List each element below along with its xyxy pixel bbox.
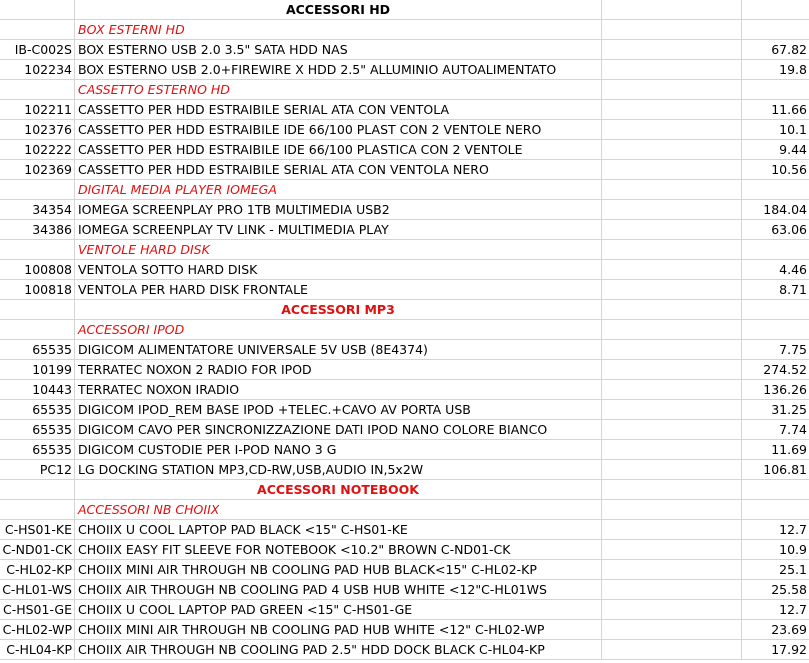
empty-cell[interactable] <box>602 600 742 620</box>
product-code-cell[interactable]: 102369 <box>0 160 75 180</box>
product-row <box>0 460 809 480</box>
code-cell[interactable] <box>0 480 75 500</box>
product-price-cell[interactable]: 4.46 <box>779 262 807 277</box>
empty-cell[interactable] <box>602 80 742 100</box>
empty-cell[interactable] <box>602 220 742 240</box>
product-code-cell[interactable]: 65535 <box>0 440 75 460</box>
subcategory-row <box>0 180 809 200</box>
empty-cell[interactable] <box>602 580 742 600</box>
empty-cell[interactable] <box>602 560 742 580</box>
product-description-cell[interactable]: TERRATEC NOXON IRADIO <box>75 380 602 400</box>
code-cell[interactable] <box>0 300 75 320</box>
empty-cell[interactable] <box>602 20 742 40</box>
empty-cell[interactable] <box>602 180 742 200</box>
product-description-cell[interactable]: CASSETTO PER HDD ESTRAIBILE IDE 66/100 PLASTICA CON 2 VENTOLE <box>75 140 602 160</box>
code-cell[interactable] <box>0 80 75 100</box>
code-cell[interactable] <box>0 0 75 20</box>
product-code-cell[interactable]: C-HS01-KE <box>0 520 75 540</box>
product-code-cell[interactable]: IB-C002S <box>0 40 75 60</box>
product-code-cell[interactable]: 102211 <box>0 100 75 120</box>
empty-cell[interactable] <box>602 300 742 320</box>
product-description-cell[interactable]: CHOIIX EASY FIT SLEEVE FOR NOTEBOOK <10.2" BROWN C-ND01-CK <box>75 540 602 560</box>
price-cell[interactable] <box>742 80 809 100</box>
empty-cell[interactable] <box>602 260 742 280</box>
product-price-cell[interactable]: 10.1 <box>779 122 807 137</box>
product-price-cell[interactable]: 11.69 <box>771 442 807 457</box>
product-code-cell[interactable]: 102222 <box>0 140 75 160</box>
product-row <box>0 340 809 360</box>
product-price-cell[interactable]: 12.7 <box>779 602 807 617</box>
price-cell[interactable] <box>742 20 809 40</box>
product-row <box>0 200 809 220</box>
product-code-cell[interactable]: C-HL02-WP <box>0 620 75 640</box>
product-row <box>0 60 809 80</box>
empty-cell[interactable] <box>602 500 742 520</box>
product-price-cell[interactable]: 19.8 <box>779 62 807 77</box>
price-cell[interactable] <box>742 480 809 500</box>
subcategory-label[interactable]: ACCESSORI IPOD <box>75 320 602 340</box>
product-row <box>0 620 809 640</box>
product-description-cell[interactable]: CASSETTO PER HDD ESTRAIBILE SERIAL ATA CON VENTOLA <box>75 100 602 120</box>
empty-cell[interactable] <box>602 240 742 260</box>
code-cell[interactable] <box>0 240 75 260</box>
product-description-cell[interactable]: VENTOLA SOTTO HARD DISK <box>75 260 602 280</box>
product-description-cell[interactable]: DIGICOM IPOD_REM BASE IPOD +TELEC.+CAVO AV PORTA USB <box>75 400 602 420</box>
product-row <box>0 600 809 620</box>
product-description-cell[interactable]: DIGICOM CAVO PER SINCRONIZZAZIONE DATI IPOD NANO COLORE BIANCO <box>75 420 602 440</box>
product-description-cell[interactable]: CHOIIX AIR THROUGH NB COOLING PAD 2.5" HDD DOCK BLACK C-HL04-KP <box>75 640 602 660</box>
product-row <box>0 260 809 280</box>
product-price-cell[interactable]: 23.69 <box>771 622 807 637</box>
product-row <box>0 580 809 600</box>
section-header-row <box>0 300 809 320</box>
product-description-cell[interactable]: CHOIIX MINI AIR THROUGH NB COOLING PAD HUB BLACK<15" C-HL02-KP <box>75 560 602 580</box>
product-code-cell[interactable]: 34354 <box>0 200 75 220</box>
product-description-cell[interactable]: TERRATEC NOXON 2 RADIO FOR IPOD <box>75 360 602 380</box>
product-description-cell[interactable]: BOX ESTERNO USB 2.0+FIREWIRE X HDD 2.5" ALLUMINIO AUTOALIMENTATO <box>75 60 602 80</box>
product-description-cell[interactable]: DIGICOM ALIMENTATORE UNIVERSALE 5V USB (8E4374) <box>75 340 602 360</box>
product-description-cell[interactable]: CASSETTO PER HDD ESTRAIBILE SERIAL ATA CON VENTOLA NERO <box>75 160 602 180</box>
product-price-cell[interactable]: 7.74 <box>779 422 807 437</box>
product-price-cell[interactable]: 136.26 <box>763 382 807 397</box>
subcategory-label[interactable]: CASSETTO ESTERNO HD <box>75 80 602 100</box>
empty-cell[interactable] <box>602 120 742 140</box>
product-code-cell[interactable]: 65535 <box>0 340 75 360</box>
subcategory-row <box>0 20 809 40</box>
code-cell[interactable] <box>0 20 75 40</box>
empty-cell[interactable] <box>602 360 742 380</box>
product-code-cell[interactable]: 100818 <box>0 280 75 300</box>
product-row <box>0 560 809 580</box>
product-price-cell[interactable]: 67.82 <box>771 42 807 57</box>
product-row <box>0 140 809 160</box>
section-header[interactable]: ACCESSORI HD <box>75 0 602 20</box>
product-description-cell[interactable]: IOMEGA SCREENPLAY TV LINK - MULTIMEDIA PLAY <box>75 220 602 240</box>
product-description-cell[interactable]: VENTOLA PER HARD DISK FRONTALE <box>75 280 602 300</box>
product-code-cell[interactable]: 65535 <box>0 420 75 440</box>
empty-cell[interactable] <box>602 480 742 500</box>
product-row <box>0 40 809 60</box>
product-price-cell[interactable]: 274.52 <box>763 362 807 377</box>
empty-cell[interactable] <box>602 280 742 300</box>
subcategory-row <box>0 320 809 340</box>
product-code-cell[interactable]: 102376 <box>0 120 75 140</box>
subcategory-label[interactable]: VENTOLE HARD DISK <box>75 240 602 260</box>
product-code-cell[interactable]: 34386 <box>0 220 75 240</box>
product-code-cell[interactable]: 10199 <box>0 360 75 380</box>
empty-cell[interactable] <box>602 620 742 640</box>
product-row <box>0 440 809 460</box>
product-row <box>0 100 809 120</box>
product-price-cell[interactable]: 25.58 <box>771 582 807 597</box>
product-row <box>0 360 809 380</box>
product-row <box>0 640 809 660</box>
empty-cell[interactable] <box>602 140 742 160</box>
product-row <box>0 280 809 300</box>
product-code-cell[interactable]: 102234 <box>0 60 75 80</box>
price-cell[interactable] <box>742 500 809 520</box>
empty-cell[interactable] <box>602 320 742 340</box>
price-cell[interactable] <box>742 320 809 340</box>
empty-cell[interactable] <box>602 40 742 60</box>
empty-cell[interactable] <box>602 520 742 540</box>
section-header-row <box>0 480 809 500</box>
product-description-cell[interactable]: IOMEGA SCREENPLAY PRO 1TB MULTIMEDIA USB2 <box>75 200 602 220</box>
product-price-cell[interactable]: 184.04 <box>763 202 807 217</box>
empty-cell[interactable] <box>602 380 742 400</box>
product-price-cell[interactable]: 11.66 <box>771 102 807 117</box>
empty-cell[interactable] <box>602 100 742 120</box>
product-code-cell[interactable]: 10443 <box>0 380 75 400</box>
price-cell[interactable] <box>742 0 809 20</box>
price-cell[interactable] <box>742 180 809 200</box>
product-price-cell[interactable]: 9.44 <box>779 142 807 157</box>
product-price-cell[interactable]: 7.75 <box>779 342 807 357</box>
subcategory-row <box>0 240 809 260</box>
section-header[interactable]: ACCESSORI NOTEBOOK <box>75 480 602 500</box>
empty-cell[interactable] <box>602 200 742 220</box>
subcategory-row <box>0 500 809 520</box>
product-row <box>0 380 809 400</box>
code-cell[interactable] <box>0 500 75 520</box>
product-price-cell[interactable]: 10.9 <box>779 542 807 557</box>
product-code-cell[interactable]: C-ND01-CK <box>0 540 75 560</box>
product-row <box>0 120 809 140</box>
product-row <box>0 420 809 440</box>
code-cell[interactable] <box>0 180 75 200</box>
section-header-row <box>0 0 809 20</box>
product-code-cell[interactable]: 100808 <box>0 260 75 280</box>
empty-cell[interactable] <box>602 160 742 180</box>
empty-cell[interactable] <box>602 640 742 660</box>
empty-cell[interactable] <box>602 60 742 80</box>
empty-cell[interactable] <box>602 340 742 360</box>
section-header[interactable]: ACCESSORI MP3 <box>75 300 602 320</box>
product-row <box>0 540 809 560</box>
product-row <box>0 400 809 420</box>
product-code-cell[interactable]: C-HL02-KP <box>0 560 75 580</box>
product-description-cell[interactable]: CHOIIX U COOL LAPTOP PAD BLACK <15" C-HS01-KE <box>75 520 602 540</box>
subcategory-label[interactable]: ACCESSORI NB CHOIIX <box>75 500 602 520</box>
product-code-cell[interactable]: C-HL01-WS <box>0 580 75 600</box>
empty-cell[interactable] <box>602 0 742 20</box>
product-price-cell[interactable]: 17.92 <box>771 642 807 657</box>
product-description-cell[interactable]: BOX ESTERNO USB 2.0 3.5" SATA HDD NAS <box>75 40 602 60</box>
empty-cell[interactable] <box>602 460 742 480</box>
product-code-cell[interactable]: 65535 <box>0 400 75 420</box>
subcategory-label[interactable]: DIGITAL MEDIA PLAYER IOMEGA <box>75 180 602 200</box>
product-description-cell[interactable]: CHOIIX MINI AIR THROUGH NB COOLING PAD HUB WHITE <12" C-HL02-WP <box>75 620 602 640</box>
product-price-cell[interactable]: 106.81 <box>763 462 807 477</box>
subcategory-label[interactable]: BOX ESTERNI HD <box>75 20 602 40</box>
price-cell[interactable] <box>742 240 809 260</box>
product-row <box>0 520 809 540</box>
empty-cell[interactable] <box>602 440 742 460</box>
product-price-cell[interactable]: 31.25 <box>771 402 807 417</box>
empty-cell[interactable] <box>602 540 742 560</box>
empty-cell[interactable] <box>602 400 742 420</box>
product-code-cell[interactable]: C-HS01-GE <box>0 600 75 620</box>
empty-cell[interactable] <box>602 420 742 440</box>
product-price-cell[interactable]: 10.56 <box>771 162 807 177</box>
product-description-cell[interactable]: CASSETTO PER HDD ESTRAIBILE IDE 66/100 PLAST CON 2 VENTOLE NERO <box>75 120 602 140</box>
product-price-cell[interactable]: 12.7 <box>779 522 807 537</box>
product-price-cell[interactable]: 63.06 <box>771 222 807 237</box>
subcategory-row <box>0 80 809 100</box>
product-price-cell[interactable]: 8.71 <box>779 282 807 297</box>
product-description-cell[interactable]: DIGICOM CUSTODIE PER I-POD NANO 3 G <box>75 440 602 460</box>
product-row <box>0 220 809 240</box>
product-price-cell[interactable]: 25.1 <box>779 562 807 577</box>
code-cell[interactable] <box>0 320 75 340</box>
product-description-cell[interactable]: CHOIIX U COOL LAPTOP PAD GREEN <15" C-HS01-GE <box>75 600 602 620</box>
product-code-cell[interactable]: PC12 <box>0 460 75 480</box>
product-description-cell[interactable]: CHOIIX AIR THROUGH NB COOLING PAD 4 USB HUB WHITE <12"C-HL01WS <box>75 580 602 600</box>
price-cell[interactable] <box>742 300 809 320</box>
product-code-cell[interactable]: C-HL04-KP <box>0 640 75 660</box>
product-description-cell[interactable]: LG DOCKING STATION MP3,CD-RW,USB,AUDIO IN,5x2W <box>75 460 602 480</box>
product-row <box>0 160 809 180</box>
